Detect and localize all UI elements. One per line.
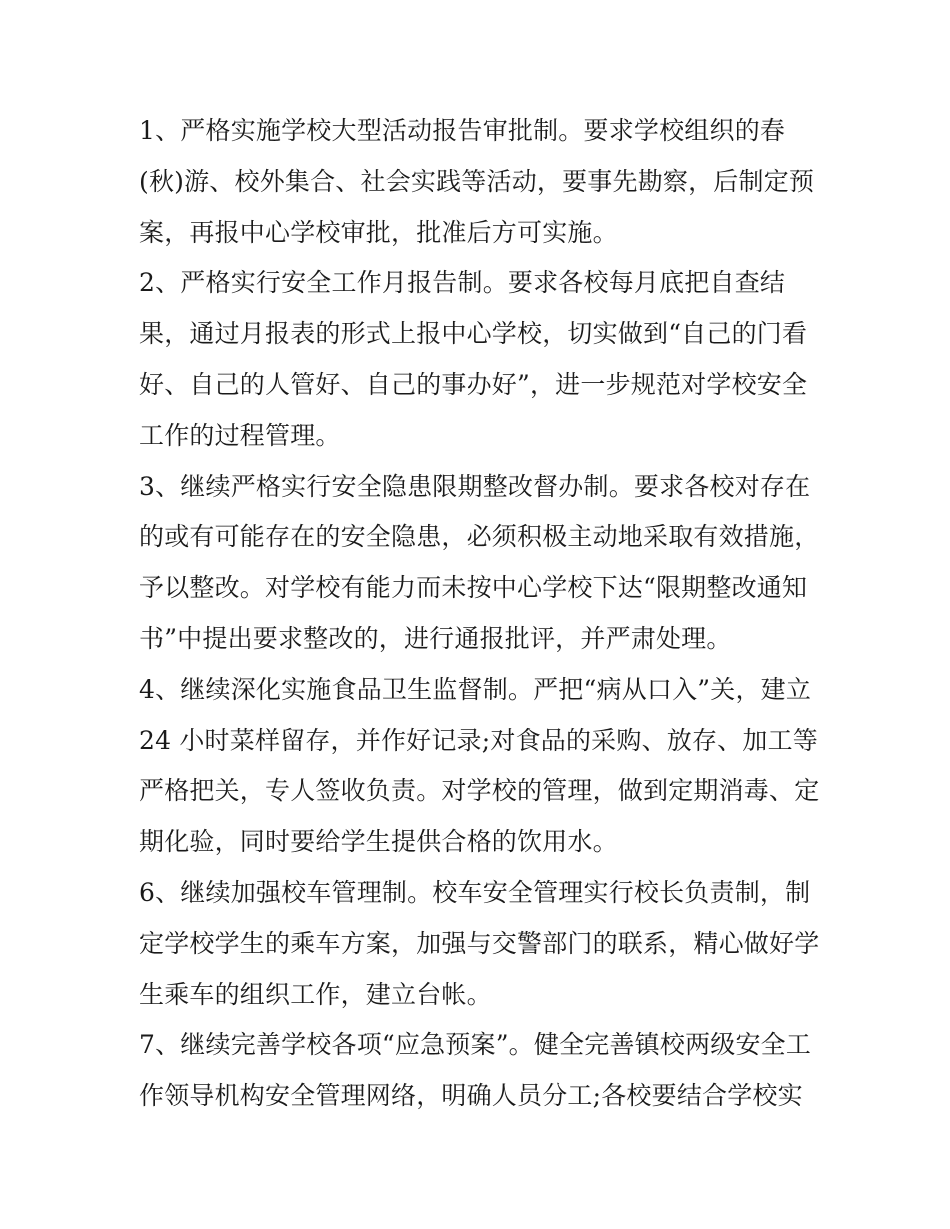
text-line: 24 小时菜样留存，并作好记录;对食品的采购、放存、加工等 — [139, 725, 818, 755]
text-line: 书”中提出要求整改的，进行通报批评，并严肃处理。 — [139, 623, 732, 653]
text-line: 予以整改。对学校有能力而未按中心学校下达“限期整改通知 — [139, 573, 808, 603]
text-line: 期化验，同时要给学生提供合格的饮用水。 — [139, 827, 618, 857]
text-line: 生乘车的组织工作，建立台帐。 — [139, 979, 492, 1009]
text-line: 好、自己的人管好、自己的事办好”，进一步规范对学校安全 — [139, 369, 808, 399]
text-line: 7、继续完善学校各项“应急预案”。健全完善镇校两级安全工 — [139, 1030, 812, 1060]
text-line: 6、继续加强校车管理制。校车安全管理实行校长负责制，制 — [139, 877, 811, 907]
text-line: 果，通过月报表的形式上报中心学校，切实做到“自己的门看 — [139, 319, 808, 349]
text-line: 2、严格实行安全工作月报告制。要求各校每月底把自查结 — [139, 268, 786, 298]
text-line: 作领导机构安全管理网络，明确人员分工;各校要结合学校实 — [139, 1081, 803, 1111]
text-line: 工作的过程管理。 — [139, 420, 341, 450]
text-line: 案，再报中心学校审批，批准后方可实施。 — [139, 217, 618, 247]
text-line: 3、继续严格实行安全隐患限期整改督办制。要求各校对存在 — [139, 471, 811, 501]
text-line: 严格把关，专人签收负责。对学校的管理，做到定期消毒、定 — [139, 776, 820, 806]
text-line: 定学校学生的乘车方案，加强与交警部门的联系，精心做好学 — [139, 928, 820, 958]
document-body — [139, 106, 819, 1122]
text-line: 的或有可能存在的安全隐患，必须积极主动地采取有效措施， — [139, 522, 820, 552]
text-line: 4、继续深化实施食品卫生监督制。严把“病从口入”关，建立 — [139, 674, 812, 704]
text-line: (秋)游、校外集合、社会实践等活动，要事先勘察，后制定预 — [139, 166, 815, 196]
text-line: 1、严格实施学校大型活动报告审批制。要求学校组织的春 — [139, 116, 786, 145]
